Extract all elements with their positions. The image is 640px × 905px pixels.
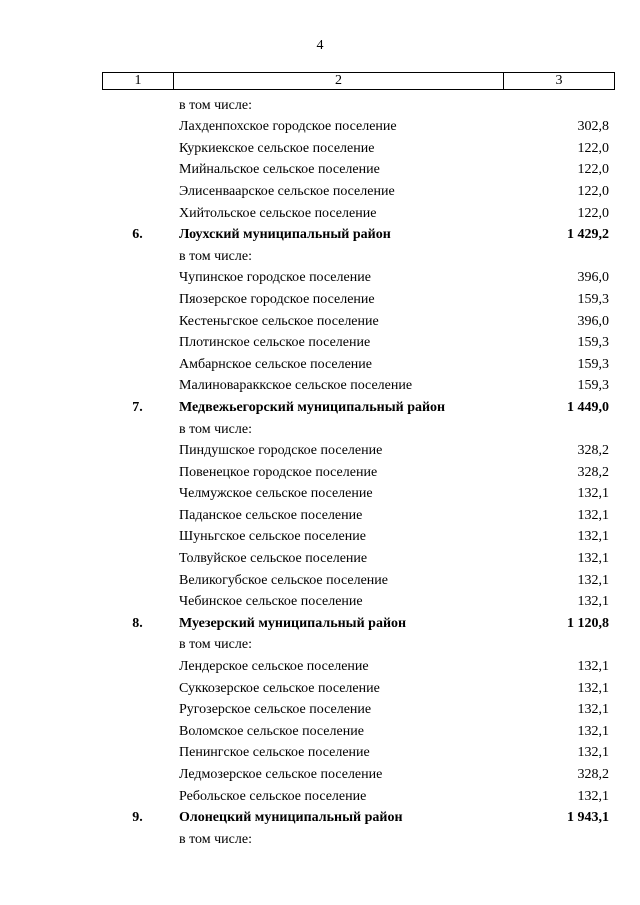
row-value: 328,2 [577, 464, 609, 480]
district-row [102, 223, 615, 245]
row-name: Воломское сельское поселение [179, 723, 364, 739]
row-number: 9. [132, 810, 143, 826]
row-value: 396,0 [577, 313, 609, 329]
table-row [102, 460, 615, 482]
row-number: 6. [132, 227, 143, 243]
row-name: Толвуйское сельское поселение [179, 551, 368, 567]
row-value: 132,1 [577, 551, 609, 567]
row-name: Пяозерское городское поселение [179, 291, 375, 307]
table-row [102, 439, 615, 461]
table-row [102, 784, 615, 806]
row-name: Чебинское сельское поселение [179, 594, 363, 610]
row-name: Великогубское сельское поселение [179, 572, 388, 588]
table-row [102, 762, 615, 784]
table-row [102, 482, 615, 504]
district-row [102, 611, 615, 633]
row-number: 7. [132, 399, 143, 415]
row-value: 122,0 [577, 162, 609, 178]
row-value: 122,0 [577, 183, 609, 199]
row-name: в том числе: [179, 831, 252, 847]
row-value: 1 449,0 [567, 399, 609, 415]
table-row [102, 201, 615, 223]
table-row [102, 352, 615, 374]
row-name: Лахденпохское городское поселение [179, 119, 397, 135]
row-name: Хийтольское сельское поселение [179, 205, 377, 221]
row-name: Шуньгское сельское поселение [179, 529, 366, 545]
row-name: Чупинское городское поселение [179, 270, 371, 286]
row-value: 159,3 [577, 291, 609, 307]
table-row [102, 244, 615, 266]
row-name: в том числе: [179, 637, 252, 653]
table-row [102, 331, 615, 353]
row-value: 132,1 [577, 788, 609, 804]
table-row [102, 309, 615, 331]
row-name: Ребольское сельское поселение [179, 788, 367, 804]
row-name: Ледмозерское сельское поселение [179, 767, 383, 782]
table-row [102, 287, 615, 309]
row-value: 122,0 [577, 140, 609, 156]
row-name: Олонецкий муниципальный район [179, 810, 403, 826]
table-row [102, 827, 615, 849]
table-body [102, 93, 615, 849]
table-row [102, 719, 615, 741]
table-row [102, 568, 615, 590]
row-value: 122,0 [577, 205, 609, 221]
district-row [102, 395, 615, 417]
table-row [102, 676, 615, 698]
row-name: Куркиекское сельское поселение [179, 140, 375, 156]
row-name: Ругозерское сельское поселение [179, 702, 372, 718]
row-name: в том числе: [179, 421, 252, 437]
row-name: Повенецкое городское поселение [179, 464, 378, 480]
row-value: 159,3 [577, 335, 609, 351]
row-name: Челмужское сельское поселение [179, 486, 373, 502]
table-row [102, 93, 615, 115]
column-header-3: 3 [504, 73, 615, 90]
table-row [102, 136, 615, 158]
row-name: Медвежьегорский муниципальный район [179, 399, 446, 415]
row-name: Паданское сельское поселение [179, 507, 363, 523]
row-value: 328,2 [577, 443, 609, 459]
row-name: Муезерский муниципальный район [179, 615, 407, 631]
table-row [102, 633, 615, 655]
column-header-1: 1 [103, 73, 174, 90]
table-row [102, 503, 615, 525]
row-value: 1 120,8 [567, 615, 609, 631]
row-name: Кестеньгское сельское поселение [179, 313, 379, 329]
table-row [102, 266, 615, 288]
row-name: Плотинское сельское поселение [179, 335, 371, 351]
row-value: 1 943,1 [567, 810, 609, 826]
page-number: 4 [316, 38, 324, 53]
row-value: 159,3 [577, 356, 609, 372]
row-value: 1 429,2 [567, 227, 609, 243]
district-row [102, 806, 615, 828]
row-value: 132,1 [577, 507, 609, 523]
row-name: Пенингское сельское поселение [179, 745, 370, 761]
row-name: Пиндушское городское поселение [179, 443, 383, 459]
table-row [102, 698, 615, 720]
table-row [102, 374, 615, 396]
table-row [102, 115, 615, 137]
row-value: 396,0 [577, 270, 609, 286]
row-value: 132,1 [577, 702, 609, 718]
row-value: 132,1 [577, 680, 609, 696]
table-row [102, 741, 615, 763]
row-value: 328,2 [577, 767, 609, 782]
row-name: Мийнальское сельское поселение [179, 162, 380, 178]
table-row [102, 546, 615, 568]
row-value: 132,1 [577, 572, 609, 588]
row-value: 302,8 [577, 119, 609, 135]
row-name: Амбарнское сельское поселение [179, 356, 372, 372]
row-name: Малиновараккское сельское поселение [179, 378, 413, 394]
table-row [102, 158, 615, 180]
row-name: Лендерское сельское поселение [179, 659, 369, 675]
row-value: 132,1 [577, 745, 609, 761]
row-value: 132,1 [577, 723, 609, 739]
row-number: 8. [132, 615, 143, 631]
row-value: 159,3 [577, 378, 609, 394]
row-name: Суккозерское сельское поселение [179, 680, 380, 696]
table-row [102, 525, 615, 547]
row-name: Элисенваарское сельское поселение [179, 183, 395, 199]
row-name: Лоухский муниципальный район [179, 227, 391, 243]
table-row [102, 179, 615, 201]
row-value: 132,1 [577, 659, 609, 675]
column-header-table [102, 72, 615, 90]
table-row [102, 654, 615, 676]
column-header-row [103, 73, 615, 90]
table-row [102, 590, 615, 612]
row-name: в том числе: [179, 248, 252, 264]
row-name: в том числе: [179, 97, 252, 113]
column-header-2: 2 [174, 73, 504, 90]
row-value: 132,1 [577, 486, 609, 502]
table-row [102, 417, 615, 439]
row-value: 132,1 [577, 529, 609, 545]
row-value: 132,1 [577, 594, 609, 610]
